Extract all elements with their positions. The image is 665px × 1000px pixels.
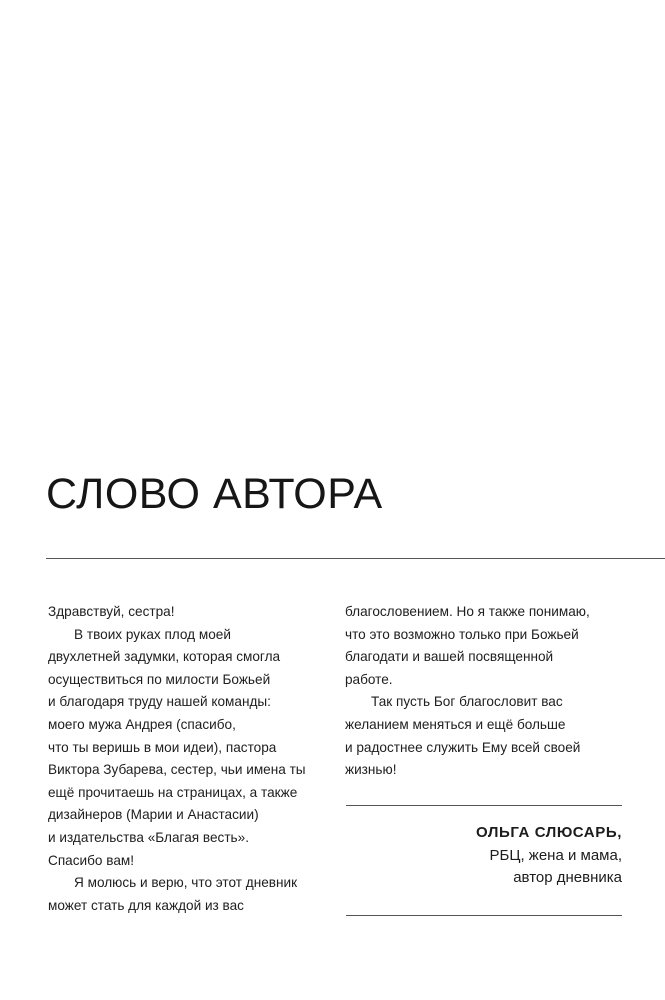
text-line: и радостнее служить Ему всей своей: [345, 739, 581, 755]
author-signature: [346, 822, 622, 890]
text-line: дизайнеров (Марии и Анастасии): [48, 807, 259, 823]
page-title: СЛОВО АВТОРА: [46, 470, 383, 518]
title-divider: [46, 558, 665, 559]
author-description: автор дневника: [513, 869, 622, 886]
text-line: благодати и вашей посвященной: [345, 649, 554, 665]
text-line: В твоих руках плод моей: [74, 626, 231, 642]
author-name: ОЛЬГА СЛЮСАРЬ,: [475, 824, 622, 841]
text-line: двухлетней задумки, которая смогла: [48, 649, 281, 665]
text-line: Я молюсь и верю, что этот дневник: [74, 875, 298, 891]
signature-top-divider: [346, 805, 622, 806]
text-line: жизнью!: [345, 762, 397, 778]
text-line: ещё прочитаешь на страницах, а также: [48, 784, 298, 800]
signature-bottom-divider: [346, 915, 622, 916]
text-line: Здравствуй, сестра!: [48, 604, 175, 619]
right-text-column: [345, 601, 635, 782]
text-line: Виктора Зубарева, сестер, чьи имена ты: [48, 762, 306, 778]
text-line: осуществиться по милости Божьей: [48, 671, 271, 687]
text-line: может стать для каждой из вас: [48, 897, 244, 913]
text-line: что ты веришь в мои идеи), пастора: [48, 739, 277, 755]
text-line: работе.: [345, 671, 393, 687]
text-line: и благодаря труду нашей команды:: [48, 694, 271, 710]
text-line: что это возможно только при Божьей: [345, 626, 579, 642]
text-line: желанием меняться и ещё больше: [345, 716, 566, 732]
text-line: Спасибо вам!: [48, 852, 135, 868]
text-line: и издательства «Благая весть».: [48, 829, 249, 845]
text-line: Так пусть Бог благословит вас: [371, 694, 563, 710]
text-line: моего мужа Андрея (спасибо,: [48, 716, 236, 732]
author-role: РБЦ, жена и мама,: [489, 846, 622, 864]
left-text-column: [48, 601, 338, 917]
text-line: благословением. Но я также понимаю,: [345, 604, 590, 619]
